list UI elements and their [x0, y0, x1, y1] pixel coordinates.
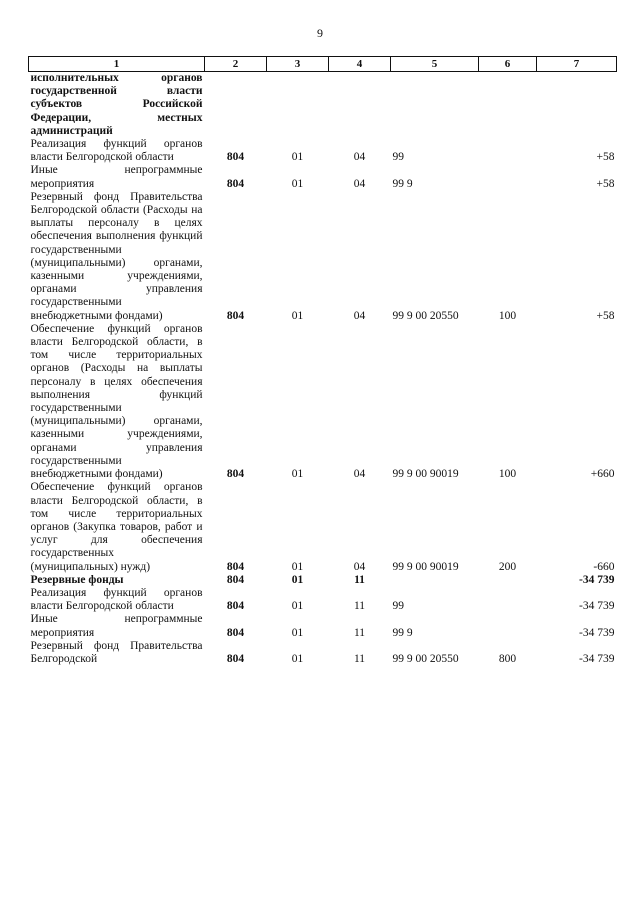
ministry-code — [205, 72, 267, 139]
section-code: 01 — [291, 560, 304, 573]
column-header: 5 — [391, 57, 479, 72]
target-article-code: 99 9 00 90019 — [392, 468, 459, 481]
amount: -34 739 — [579, 573, 615, 586]
target-article-code: 99 9 00 90019 — [392, 560, 459, 573]
expense-type-code — [479, 72, 537, 139]
ministry-code: 804 — [226, 151, 245, 164]
ministry-code: 804 — [226, 626, 245, 639]
row-name: Резервный фонд Правительства Белгородской области (Расходы на выплаты персоналу в целях обеспечения выполнения функций государственными (муниципальными) органами, казенными учреждениями, органами управления государственными внебюджетными фондами) — [30, 190, 203, 322]
column-header: 4 — [329, 57, 391, 72]
expense-type-code — [479, 164, 537, 190]
subsection-code: 04 — [353, 560, 366, 573]
target-article-code — [391, 72, 479, 139]
row-name: Реализация функций органов власти Белгородской области — [30, 586, 203, 613]
amount: -660 — [593, 560, 615, 573]
expense-type-code — [479, 574, 537, 587]
table-row — [29, 72, 617, 139]
table-row — [29, 587, 617, 613]
expense-type-code — [479, 138, 537, 164]
column-number-header — [29, 57, 617, 72]
subsection-code: 11 — [353, 626, 366, 639]
subsection-code: 04 — [353, 309, 366, 322]
row-name: Иные непрограммные мероприятия — [30, 164, 203, 190]
row-name: Реализация функций органов власти Белгородской области — [30, 138, 203, 164]
subsection-code: 04 — [353, 468, 366, 481]
budget-table — [28, 56, 617, 666]
subsection-code: 04 — [353, 151, 366, 164]
amount: +58 — [596, 177, 615, 190]
amount: -34 739 — [579, 652, 615, 665]
table-row — [29, 481, 617, 573]
table-row — [29, 164, 617, 190]
row-name: исполнительных органов государственной власти субъектов Российской Федерации, местных администраций — [30, 72, 203, 137]
section-code: 01 — [291, 177, 304, 190]
expense-type-code: 100 — [498, 468, 517, 481]
table-row — [29, 191, 617, 323]
column-header: 3 — [267, 57, 329, 72]
ministry-code: 804 — [226, 560, 245, 573]
target-article-code: 99 9 — [392, 177, 413, 190]
target-article-code: 99 9 — [392, 626, 413, 639]
ministry-code: 804 — [226, 468, 245, 481]
subsection-code: 04 — [353, 177, 366, 190]
section-code: 01 — [291, 626, 304, 639]
subsection-code: 11 — [353, 600, 366, 613]
section-code — [267, 72, 329, 139]
expense-type-code: 800 — [498, 652, 517, 665]
column-header: 7 — [537, 57, 617, 72]
expense-type-code — [479, 613, 537, 639]
ministry-code: 804 — [226, 573, 245, 586]
subsection-code: 11 — [354, 573, 365, 586]
section-code: 01 — [291, 652, 304, 665]
expense-type-code: 100 — [498, 309, 517, 322]
row-name: Резервные фонды — [30, 573, 124, 586]
amount: -34 739 — [579, 600, 615, 613]
column-header: 1 — [29, 57, 205, 72]
ministry-code: 804 — [226, 177, 245, 190]
section-code: 01 — [291, 573, 304, 586]
table-row — [29, 640, 617, 666]
target-article-code: 99 — [392, 151, 404, 164]
subsection-code — [329, 72, 391, 139]
amount — [537, 72, 617, 139]
column-header: 2 — [205, 57, 267, 72]
section-code: 01 — [291, 600, 304, 613]
section-code: 01 — [291, 151, 304, 164]
expense-type-code: 200 — [498, 560, 517, 573]
section-code: 01 — [291, 468, 304, 481]
target-article-code — [391, 574, 479, 587]
subsection-code: 11 — [353, 652, 366, 665]
table-row — [29, 138, 617, 164]
amount: +58 — [596, 151, 615, 164]
table-row — [29, 613, 617, 639]
target-article-code: 99 9 00 20550 — [392, 309, 459, 322]
row-name: Обеспечение функций органов власти Белгородской области, в том числе территориальных органов (Расходы на выплаты персоналу в целях обеспечения выполнения функций государственными (муниципальными) органами, казенными учреждениями, органами управления государственными внебюджетными фондами) — [30, 322, 203, 481]
target-article-code: 99 9 00 20550 — [392, 652, 459, 665]
amount: +660 — [590, 468, 615, 481]
section-code: 01 — [291, 309, 304, 322]
ministry-code: 804 — [226, 652, 245, 665]
row-name: Резервный фонд Правительства Белгородской — [30, 639, 203, 665]
target-article-code: 99 — [392, 600, 404, 613]
amount: -34 739 — [579, 626, 615, 639]
expense-type-code — [479, 587, 537, 613]
ministry-code: 804 — [226, 309, 245, 322]
row-name: Обеспечение функций органов власти Белгородской области, в том числе территориальных органов (Закупка товаров, работ и услуг для обеспечения государственных (муниципальных) нужд) — [30, 481, 203, 573]
column-header: 6 — [479, 57, 537, 72]
row-name: Иные непрограммные мероприятия — [30, 613, 203, 639]
table-row — [29, 323, 617, 481]
table-row — [29, 574, 617, 587]
page-number: 9 — [317, 26, 323, 40]
amount: +58 — [596, 309, 615, 322]
ministry-code: 804 — [226, 600, 245, 613]
